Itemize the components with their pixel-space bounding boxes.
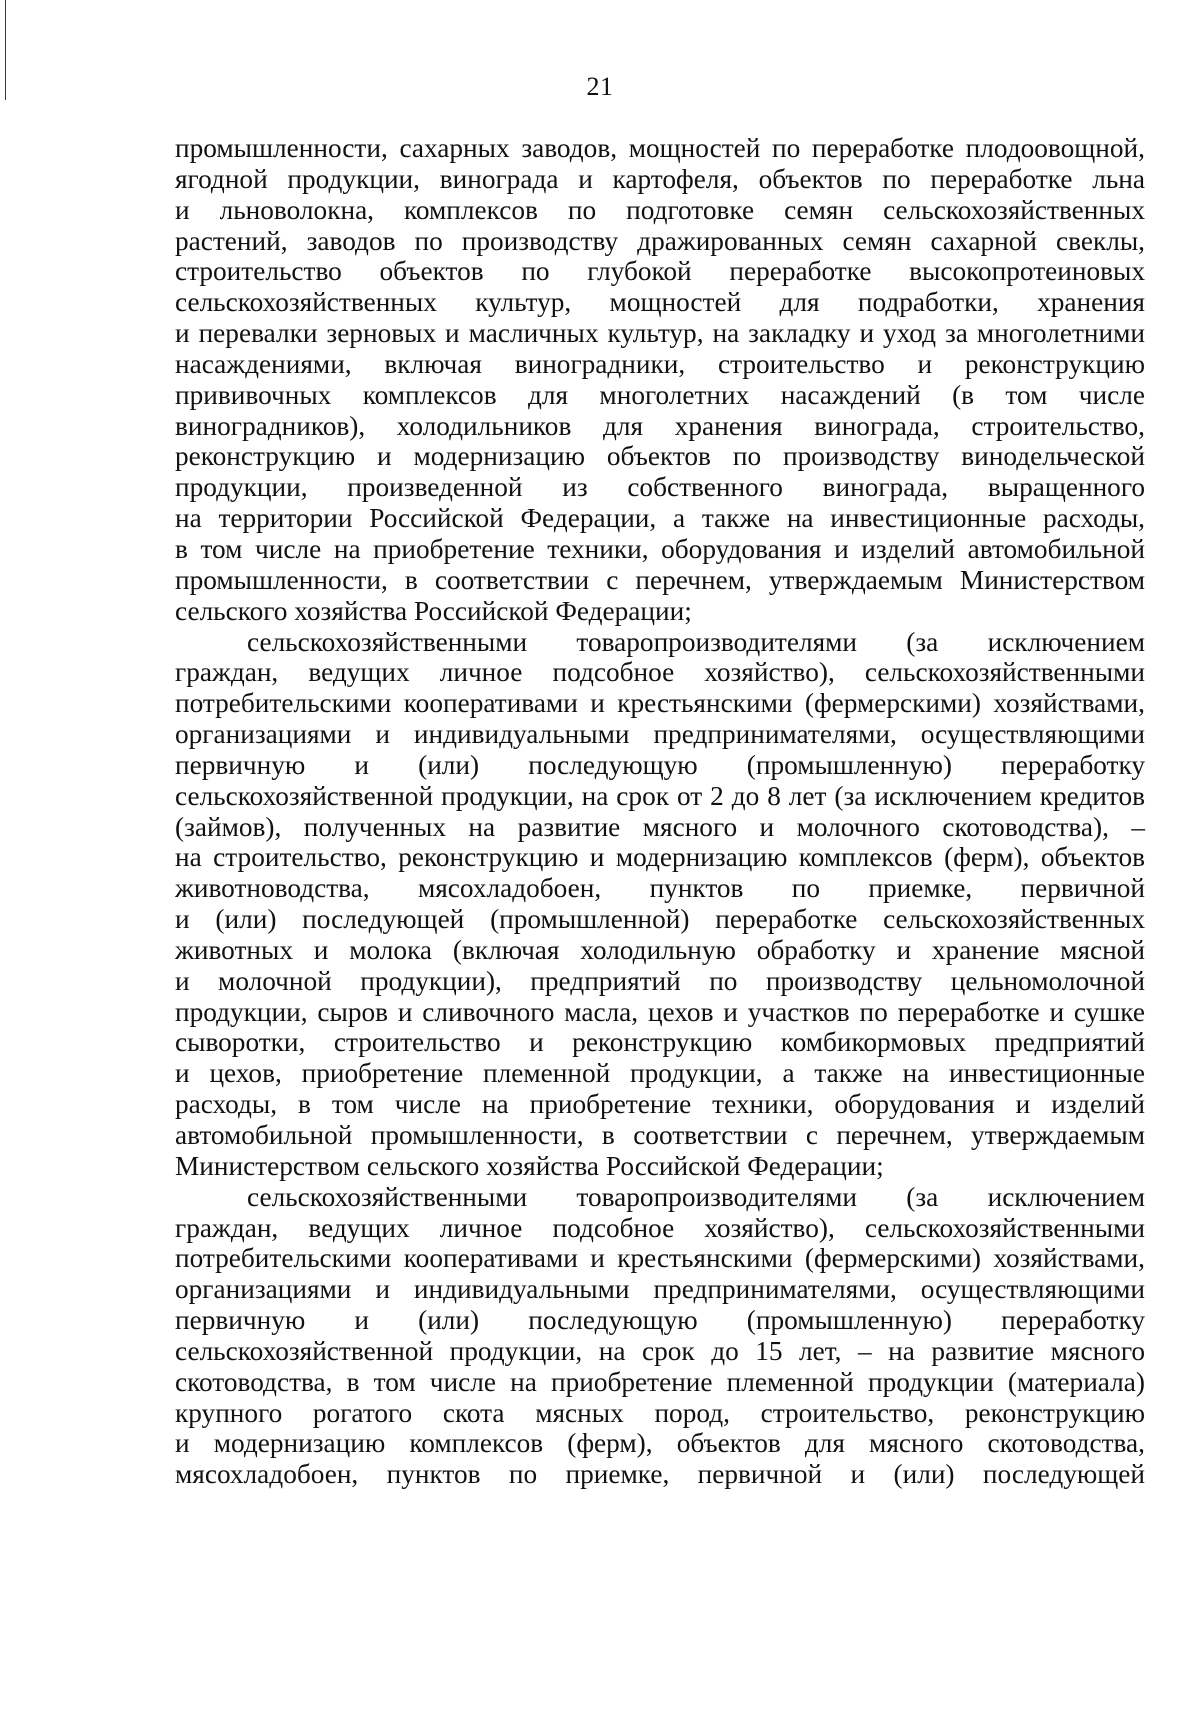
text-line: животных и молока (включая холодильную обработку и хранение мясной <box>175 934 1145 965</box>
text-line: продукции, произведенной из собственного винограда, выращенного <box>175 472 1145 503</box>
text-line: и молочной продукции), предприятий по производству цельномолочной <box>175 965 1145 996</box>
text-line: сельскохозяйственных культур, мощностей для подработки, хранения <box>175 287 1145 318</box>
body-text <box>175 133 1145 1490</box>
text-line: реконструкцию и модернизацию объектов по производству винодельческой <box>175 441 1145 472</box>
text-line: строительство объектов по глубокой переработке высокопротеиновых <box>175 256 1145 287</box>
text-line: сельского хозяйства Российской Федерации; <box>175 595 692 626</box>
text-line: растений, заводов по производству дражированных семян сахарной свеклы, <box>175 225 1145 256</box>
text-line: на строительство, реконструкцию и модернизацию комплексов (ферм), объектов <box>175 842 1145 873</box>
text-line: автомобильной промышленности, в соответствии с перечнем, утверждаемым <box>175 1120 1145 1150</box>
text-line: потребительскими кооперативами и крестьянскими (фермерскими) хозяйствами, <box>175 688 1145 719</box>
text-line: на территории Российской Федерации, а также на инвестиционные расходы, <box>175 503 1145 534</box>
text-line: (займов), полученных на развитие мясного и молочного скотоводства), – <box>175 811 1145 842</box>
text-line: насаждениями, включая виноградники, строительство и реконструкцию <box>175 348 1145 379</box>
text-line: организациями и индивидуальными предпринимателями, осуществляющими <box>175 719 1145 750</box>
text-line: сыворотки, строительство и реконструкцию комбикормовых предприятий <box>175 1027 1145 1058</box>
text-line: и перевалки зерновых и масличных культур, на закладку и уход за многолетними <box>175 318 1145 349</box>
text-line: продукции, сыров и сливочного масла, цехов и участков по переработке и сушке <box>175 996 1145 1027</box>
text-line: сельскохозяйственной продукции, на срок до 15 лет, – на развитие мясного <box>175 1335 1145 1366</box>
text-line: граждан, ведущих личное подсобное хозяйство), сельскохозяйственными <box>175 1212 1145 1243</box>
text-line: сельскохозяйственными товаропроизводителями (за исключением <box>247 1181 1145 1212</box>
text-line: первичную и (или) последующую (промышленную) переработку <box>175 749 1145 780</box>
text-line: первичную и (или) последующую (промышленную) переработку <box>175 1305 1145 1336</box>
paragraph <box>175 1182 1145 1490</box>
text-line: промышленности, сахарных заводов, мощностей по переработке плодоовощной, <box>175 133 1145 163</box>
text-line: сельскохозяйственной продукции, на срок от 2 до 8 лет (за исключением кредитов <box>175 780 1145 811</box>
text-line: промышленности, в соответствии с перечнем, утверждаемым Министерством <box>175 564 1145 595</box>
text-line: в том числе на приобретение техники, оборудования и изделий автомобильной <box>175 533 1145 564</box>
text-line: потребительскими кооперативами и крестьянскими (фермерскими) хозяйствами, <box>175 1243 1145 1274</box>
text-line: и модернизацию комплексов (ферм), объектов для мясного скотоводства, <box>175 1428 1145 1459</box>
text-line: животноводства, мясохладобоен, пунктов по приемке, первичной <box>175 873 1145 904</box>
text-line: Министерством сельского хозяйства Российской Федерации; <box>175 1150 884 1181</box>
text-line: ягодной продукции, винограда и картофеля, объектов по переработке льна <box>175 163 1145 194</box>
text-line: виноградников), холодильников для хранения винограда, строительство, <box>175 410 1145 441</box>
paragraph <box>175 627 1145 1182</box>
text-line: скотоводства, в том числе на приобретение племенной продукции (материала) <box>175 1366 1145 1397</box>
text-line: и цехов, приобретение племенной продукции, а также на инвестиционные <box>175 1058 1145 1089</box>
text-line: расходы, в том числе на приобретение техники, оборудования и изделий <box>175 1089 1145 1120</box>
text-line: сельскохозяйственными товаропроизводителями (за исключением <box>247 626 1145 657</box>
text-line: организациями и индивидуальными предпринимателями, осуществляющими <box>175 1274 1145 1305</box>
text-line: и (или) последующей (промышленной) переработке сельскохозяйственных <box>175 904 1145 935</box>
page-number: 21 <box>586 72 614 101</box>
paragraph <box>175 133 1145 627</box>
text-line: прививочных комплексов для многолетних насаждений (в том числе <box>175 379 1145 410</box>
text-line: мясохладобоен, пунктов по приемке, первичной и (или) последующей <box>175 1459 1145 1490</box>
text-line: граждан, ведущих личное подсобное хозяйство), сельскохозяйственными <box>175 657 1145 688</box>
text-line: крупного рогатого скота мясных пород, строительство, реконструкцию <box>175 1397 1145 1428</box>
text-line: и льноволокна, комплексов по подготовке семян сельскохозяйственных <box>175 194 1145 225</box>
